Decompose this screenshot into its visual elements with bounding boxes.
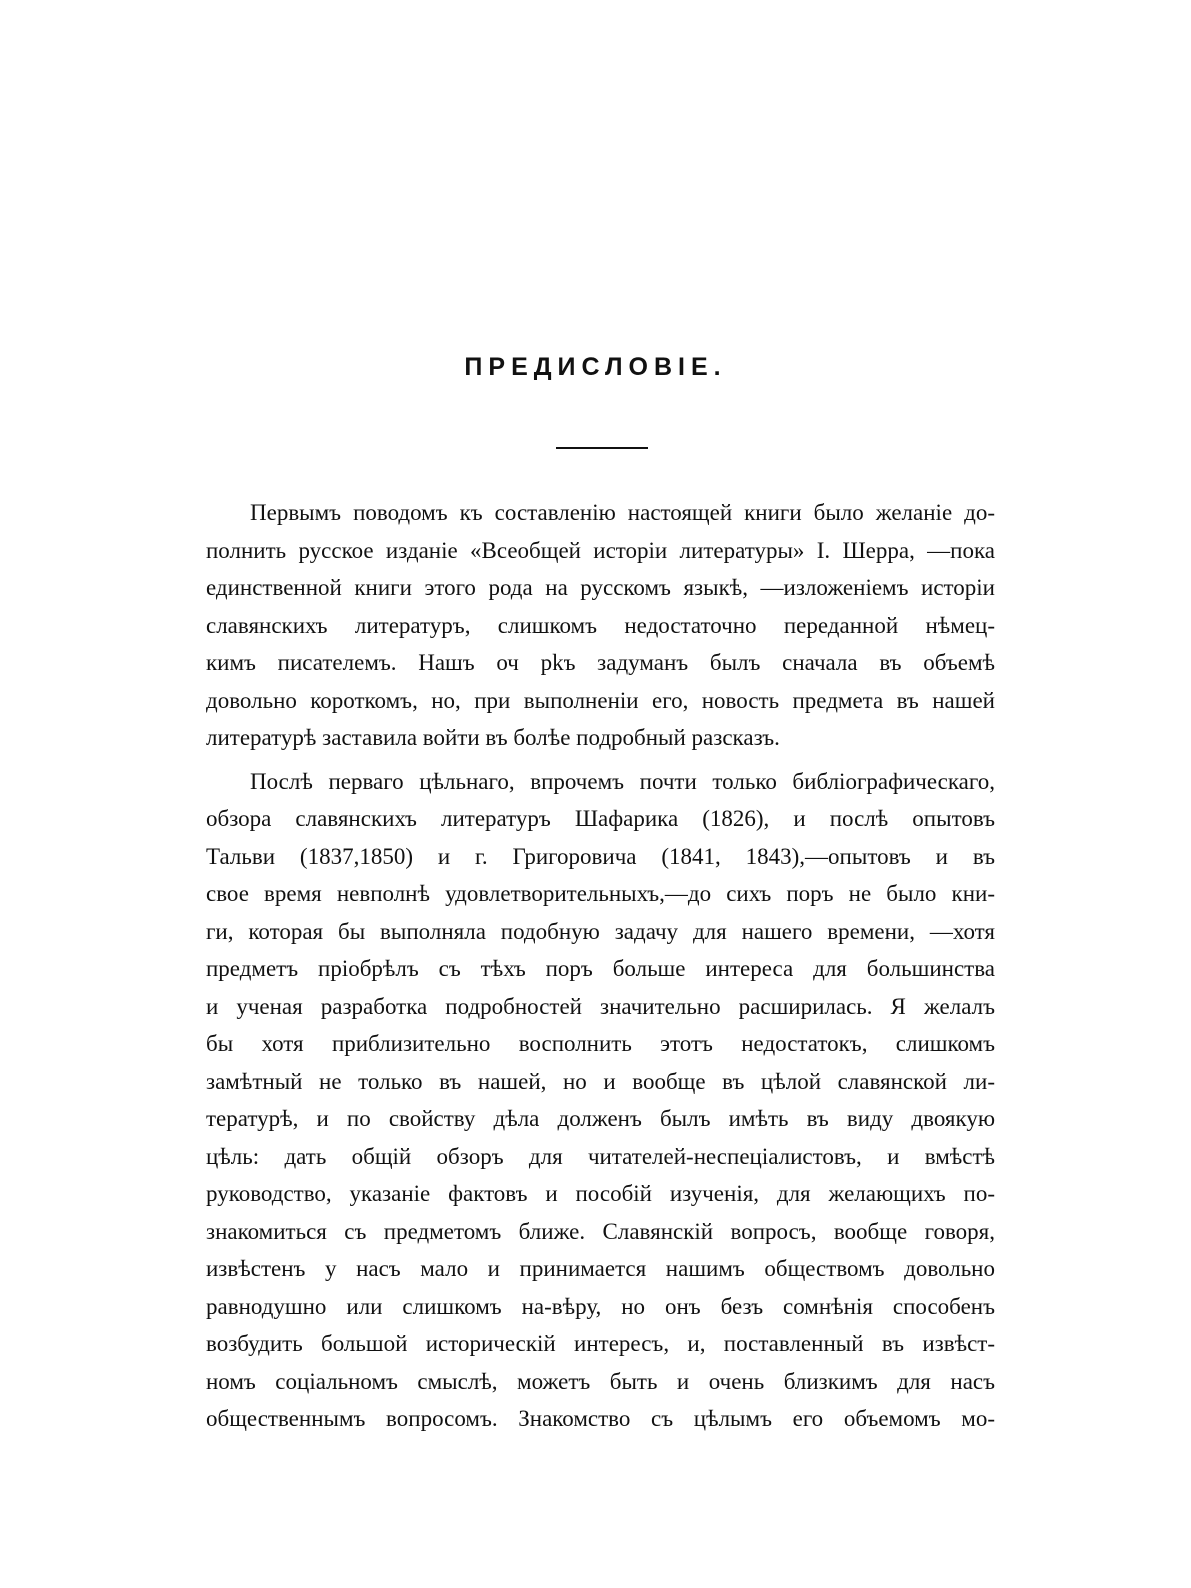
- text-line: возбудить большой историческій интересъ, и, поставленный въ извѣст-: [206, 1331, 995, 1356]
- text-line: равнодушно или слишкомъ на-вѣру, но онъ безъ сомнѣнія способенъ: [206, 1293, 995, 1319]
- text-line: тературѣ, и по свойству дѣла долженъ былъ имѣть въ виду двоякую: [206, 1106, 995, 1131]
- text-line: и ученая разработка подробностей значительно расширилась. Я желалъ: [206, 993, 995, 1019]
- text-line: кимъ писателемъ. Нашъ оч рkъ задуманъ былъ сначала въ объемѣ: [206, 650, 995, 675]
- paragraph-2: [206, 763, 995, 1438]
- paragraph-1: [206, 494, 995, 757]
- text-line: свое время невполнѣ удовлетворительныхъ,—до сихъ поръ не было кни-: [206, 881, 995, 906]
- text-line: обзора славянскихъ литературъ Шафарика (1826), и послѣ опытовъ: [206, 806, 995, 831]
- text-line: знакомиться съ предметомъ ближе. Славянскій вопросъ, вообще говоря,: [206, 1218, 995, 1244]
- text-line: номъ соціальномъ смыслѣ, можетъ быть и очень близкимъ для насъ: [206, 1368, 995, 1394]
- title-divider: [556, 447, 648, 449]
- text-line: Первымъ поводомъ къ составленію настоящей книги было желаніе до-: [250, 500, 995, 525]
- text-line: руководство, указаніе фактовъ и пособій изученія, для желающихъ по-: [206, 1181, 995, 1206]
- text-line: Тальви (1837,1850) и г. Григоровича (1841, 1843),—опытовъ и въ: [206, 843, 995, 869]
- text-line: предметъ пріобрѣлъ съ тѣхъ поръ больше интереса для большинства: [206, 956, 995, 981]
- text-line: общественнымъ вопросомъ. Знакомство съ цѣлымъ его объемомъ мо-: [206, 1406, 995, 1431]
- text-line: полнить русское изданіе «Всеобщей исторіи литературы» І. Шерра, —пока: [206, 537, 995, 563]
- text-line: извѣстенъ у насъ мало и принимается нашимъ обществомъ довольно: [206, 1256, 995, 1281]
- text-line: славянскихъ литературъ, слишкомъ недостаточно переданной нѣмец-: [206, 612, 995, 638]
- text-line: ги, которая бы выполняла подобную задачу для нашего времени, —хотя: [206, 918, 995, 944]
- text-line: литературѣ заставила войти въ болѣе подробный разсказъ.: [206, 725, 780, 750]
- document-body: [206, 494, 995, 1438]
- text-line: Послѣ перваго цѣльнаго, впрочемъ почти только библіографическаго,: [250, 768, 995, 794]
- text-line: цѣль: дать общій обзоръ для читателей-неспеціалистовъ, и вмѣстѣ: [206, 1143, 995, 1169]
- page-title: ПРЕДИСЛОВІЕ.: [464, 353, 727, 381]
- text-line: довольно короткомъ, но, при выполненіи его, новость предмета въ нашей: [206, 687, 995, 713]
- text-line: единственной книги этого рода на русскомъ языкѣ, —изложеніемъ исторіи: [206, 575, 995, 600]
- text-line: бы хотя приблизительно восполнить этотъ недостатокъ, слишкомъ: [206, 1031, 995, 1056]
- text-line: замѣтный не только въ нашей, но и вообще въ цѣлой славянской ли-: [206, 1068, 995, 1094]
